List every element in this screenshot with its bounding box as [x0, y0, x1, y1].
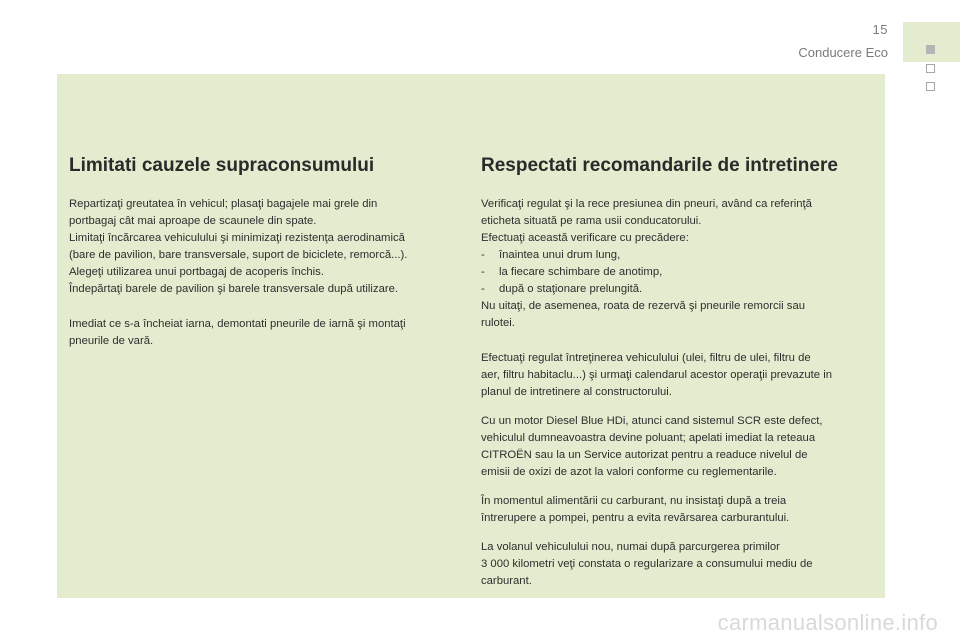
text-line: eticheta situată pe rama usii conducatorului.	[481, 215, 702, 227]
nav-square-current[interactable]	[926, 45, 935, 54]
text-line: Efectuaţi regulat întreţinerea vehiculului (ulei, filtru de ulei, filtru de	[481, 352, 811, 364]
text-line: 3 000 kilometri veţi constata o regularizare a consumului mediu de	[481, 558, 813, 570]
bullet-item	[481, 264, 875, 281]
bullet-dash: -	[481, 249, 485, 261]
text-line: Imediat ce s-a încheiat iarna, demontati pneurile de iarnă şi montaţi	[69, 318, 406, 330]
left-heading: Limitati cauzele supraconsumului	[69, 155, 375, 176]
text-line: Cu un motor Diesel Blue HDi, atunci cand sistemul SCR este defect,	[481, 415, 823, 427]
text-line: Repartizaţi greutatea în vehicul; plasaţi bagajele mai grele din	[69, 198, 378, 210]
bullet-dash: -	[481, 283, 485, 295]
text-line: Limitaţi încărcarea vehiculului şi minimizaţi rezistenţa aerodinamică	[69, 232, 405, 244]
right-column	[481, 154, 875, 602]
section-title: Conducere Eco	[798, 45, 888, 60]
bullet-text: după o staţionare prelungită.	[499, 283, 643, 295]
bullet-item	[481, 281, 875, 298]
text-line: În momentul alimentării cu carburant, nu insistaţi după a treia	[481, 495, 787, 507]
text-line: Alegeţi utilizarea unui portbagaj de acoperis închis.	[69, 266, 324, 278]
right-heading: Respectati recomandarile de intretinere	[481, 155, 838, 176]
text-line: întrerupere a pompei, pentru a evita revărsarea carburantului.	[481, 512, 790, 524]
side-tab	[903, 22, 960, 62]
text-line: CITROËN sau la un Service autorizat pentru a readuce nivelul de	[481, 449, 808, 461]
left-column	[69, 154, 449, 362]
text-line: planul de intretinere al constructorului.	[481, 386, 672, 398]
right-paragraph-5	[481, 539, 875, 590]
watermark: carmanualsonline.info	[717, 610, 938, 635]
text-line: aer, filtru habitaclu...) şi urmaţi calendarul acestor operaţii prevazute in	[481, 369, 833, 381]
text-line: Nu uitaţi, de asemenea, roata de rezervă şi pneurile remorcii sau	[481, 300, 806, 312]
right-paragraph-2	[481, 350, 875, 401]
right-paragraph-3	[481, 413, 875, 481]
text-line: vehiculul dumneavoastra devine poluant; apelati imediat la reteaua	[481, 432, 816, 444]
content-panel	[57, 74, 885, 598]
bullet-dash: -	[481, 266, 485, 278]
text-line: rulotei.	[481, 317, 515, 329]
bullet-text: la fiecare schimbare de anotimp,	[499, 266, 663, 278]
left-paragraph-1	[69, 196, 449, 298]
text-line: Efectuaţi această verificare cu precădere:	[481, 232, 689, 244]
bullet-text: înaintea unui drum lung,	[499, 249, 621, 261]
nav-square-3[interactable]	[926, 82, 935, 91]
left-paragraph-2	[69, 316, 449, 350]
text-line: Verificaţi regulat şi la rece presiunea din pneuri, având ca referinţă	[481, 198, 812, 210]
page-number: 15	[872, 22, 888, 37]
nav-square-2[interactable]	[926, 64, 935, 73]
text-line: La volanul vehiculului nou, numai după parcurgerea primilor	[481, 541, 780, 553]
text-line: (bare de pavilion, bare transversale, suport de biciclete, remorcă...).	[69, 249, 408, 261]
text-line: pneurile de vară.	[69, 335, 154, 347]
bullet-item	[481, 247, 875, 264]
text-line: carburant.	[481, 575, 532, 587]
right-paragraph-4	[481, 493, 875, 527]
text-line: portbagaj cât mai aproape de scaunele din spate.	[69, 215, 317, 227]
text-line: Îndepărtaţi barele de pavilion şi barele transversale după utilizare.	[69, 283, 399, 295]
right-paragraph-1	[481, 196, 875, 332]
text-line: emisii de oxizi de azot la valori conforme cu reglementarile.	[481, 466, 777, 478]
